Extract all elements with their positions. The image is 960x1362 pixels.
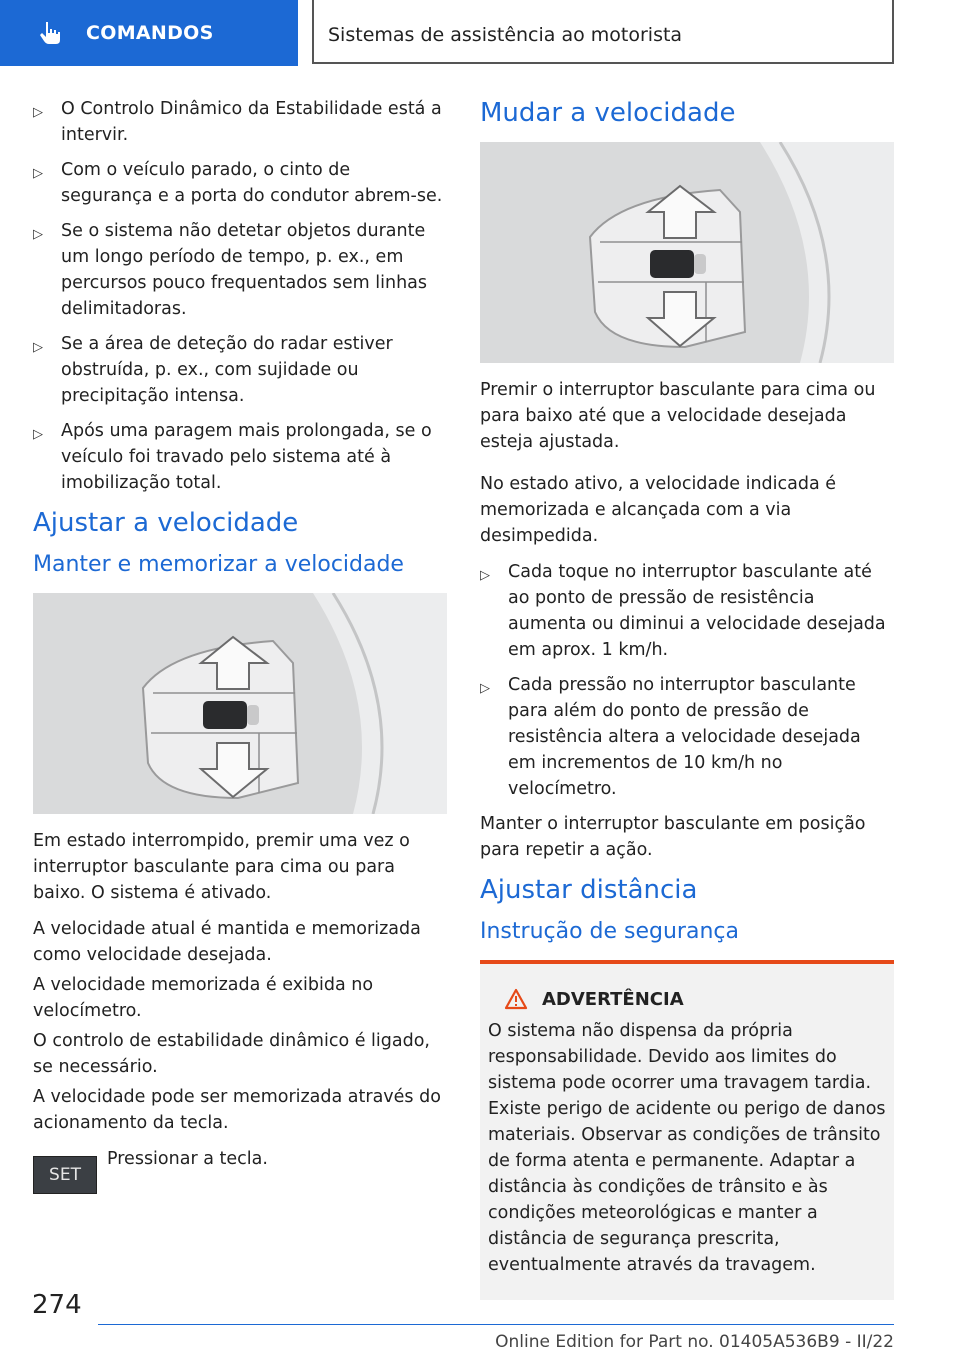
set-key: SET (33, 1156, 97, 1194)
paragraph: A velocidade atual é mantida e memorizada como velocidade desejada. (33, 919, 421, 965)
section-tab-label: COMANDOS (86, 22, 214, 44)
paragraph: A velocidade pode ser memorizada através do acionamento da tecla. (33, 1087, 441, 1133)
hand-pointer-icon (38, 20, 62, 46)
condition-list (33, 96, 447, 496)
paragraph: A velocidade memorizada é exibida no velocímetro. (33, 975, 374, 1021)
page-footer (0, 1290, 960, 1362)
warning-title: ADVERTÊNCIA (542, 988, 684, 1010)
warning-box (480, 960, 894, 1300)
paragraph: Em estado interrompido, premir uma vez o interruptor basculante para cima ou para baixo. O sistema é ativado. (33, 831, 410, 903)
list-item: ▷ Cada pressão no interruptor basculante para além do ponto de pressão de resistência altera a velocidade desejada em incrementos de 10 km/h no velocímetro. (480, 675, 861, 799)
heading-ajustar-distancia: Ajustar distância (480, 875, 698, 905)
warning-text: O sistema não dispensa da própria responsabilidade. Devido aos limites do sistema pode ocorrer uma travagem tardia. Existe perigo de acidente ou perigo de danos materiais. Observar as condições de trânsito de forma atenta e permanente. Adaptar a distância às condições de trânsito e às condições meteorológicas e manter a distância de segurança prescrita, eventualmente através da travagem. (488, 1021, 886, 1275)
triangle-bullet-icon: ▷ (480, 568, 490, 583)
list-item: ▷ Se a área de deteção do radar estiver obstruída, p. ex., com sujidade ou precipitação intensa. (33, 334, 393, 406)
right-column (480, 96, 894, 1300)
chapter-title: Sistemas de assistência ao motorista (328, 24, 683, 46)
chapter-title-box (312, 0, 894, 64)
paragraph: Manter o interruptor basculante em posição para repetir a ação. (480, 814, 866, 860)
set-key-instruction: Pressionar a tecla. (107, 1149, 268, 1169)
speed-adjust-list (480, 559, 894, 802)
warning-triangle-icon (504, 988, 528, 1010)
list-item: ▷ Com o veículo parado, o cinto de segurança e a porta do condutor abrem-se. (33, 160, 443, 206)
triangle-bullet-icon: ▷ (33, 340, 43, 355)
triangle-bullet-icon: ▷ (480, 681, 490, 696)
paragraph: No estado ativo, a velocidade indicada é memorizada e alcançada com a via desimpedida. (480, 474, 837, 546)
page-number: 274 (32, 1290, 82, 1320)
page-header (0, 0, 960, 66)
section-tab (0, 0, 298, 66)
footer-rule (98, 1324, 894, 1325)
heading-ajustar-velocidade: Ajustar a velocidade (33, 508, 299, 538)
steering-wheel-rocker-switch-image (33, 593, 447, 814)
triangle-bullet-icon: ▷ (33, 227, 43, 242)
triangle-bullet-icon: ▷ (33, 166, 43, 181)
paragraph: O controlo de estabilidade dinâmico é ligado, se necessário. (33, 1031, 430, 1077)
subheading-manter-memorizar: Manter e memorizar a velocidade (33, 552, 404, 577)
subheading-instrucao-seguranca: Instrução de segurança (480, 919, 739, 944)
left-column (33, 96, 447, 1206)
triangle-bullet-icon: ▷ (33, 105, 43, 120)
set-key-row (33, 1146, 447, 1206)
list-item: ▷ Se o sistema não detetar objetos durante um longo período de tempo, p. ex., em percursos pouco frequentados sem linhas delimitadoras. (33, 221, 428, 319)
paragraph: Premir o interruptor basculante para cima ou para baixo até que a velocidade desejada esteja ajustada. (480, 380, 876, 452)
list-item: ▷ Cada toque no interruptor basculante até ao ponto de pressão de resistência aumenta ou diminui a velocidade desejada em aprox. 1 km/h. (480, 562, 886, 660)
list-item: ▷ Após uma paragem mais prolongada, se o veículo foi travado pelo sistema até à imobilização total. (33, 421, 432, 493)
warning-header (488, 988, 886, 1010)
edition-text: Online Edition for Part no. 01405A536B9 - II/22 (495, 1332, 894, 1352)
list-item: ▷ O Controlo Dinâmico da Estabilidade está a intervir. (33, 99, 442, 145)
steering-wheel-rocker-switch-image (480, 142, 894, 363)
heading-mudar-velocidade: Mudar a velocidade (480, 98, 736, 128)
triangle-bullet-icon: ▷ (33, 427, 43, 442)
